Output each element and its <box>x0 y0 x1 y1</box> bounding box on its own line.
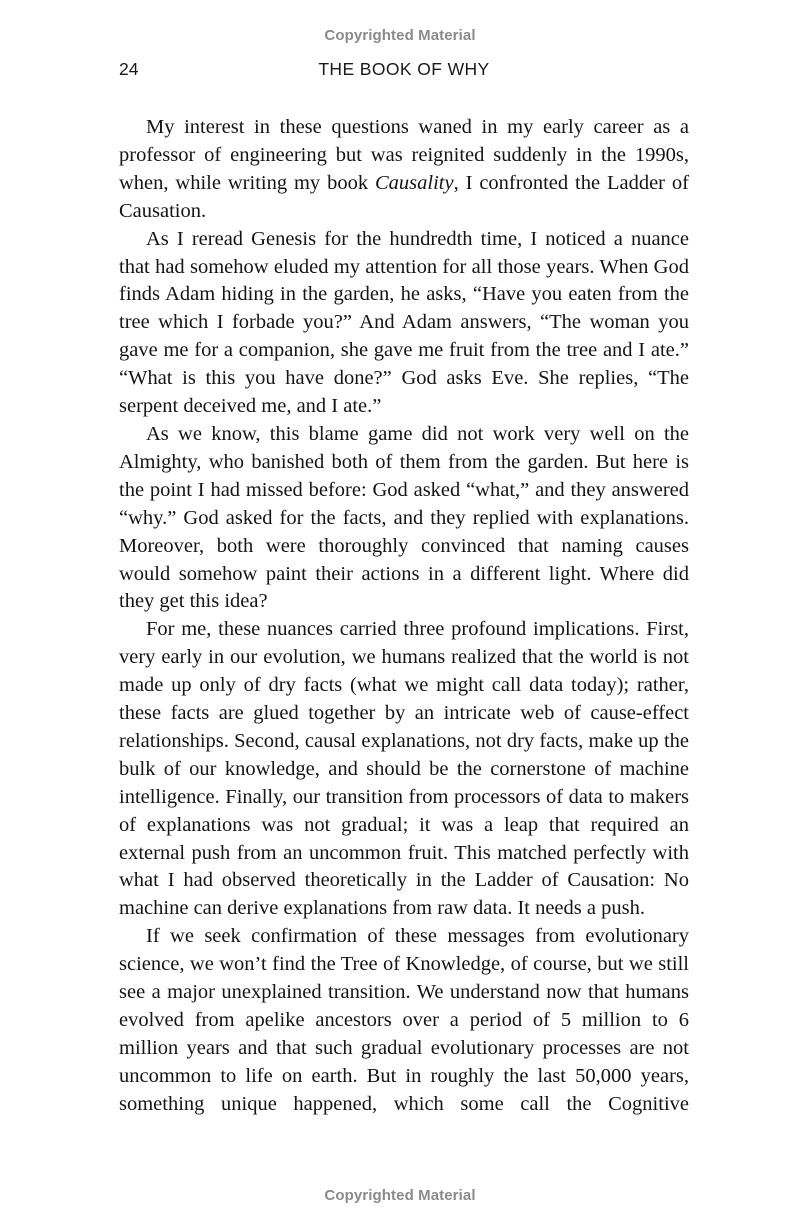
running-header <box>119 59 689 83</box>
paragraph-1-text-end: , I confronted the Ladder of Causation. <box>119 171 689 222</box>
paragraph-4: For me, these nuances carried three profound implications. First, very early in our evolution, we humans realized that the world is not made up only of dry facts (what we might call data today); rather, these facts are glued together by an intricate web of cause-effect relationships. Second, causal explanations, not dry facts, make up the bulk of our knowledge, and should be the cornerstone of machine intelligence. Finally, our transition from processors of data to makers of explanations was not gradual; it was a leap that required an external push from an uncommon fruit. This matched perfectly with what I had observed theoretically in the Ladder of Causation: No machine can derive explanations from raw data. It needs a push. <box>119 618 689 920</box>
paragraph-5: If we seek confirmation of these messages from evolutionary science, we won’t find the Tree of Knowledge, of course, but we still see a major unexplained transition. We understand now that humans evolved from apelike ancestors over a period of 5 million to 6 million years and that such gradual evolutionary processes are not uncommon to life on earth. But in roughly the last 50,000 years, something unique happened, which some call the Cognitive <box>119 925 689 1115</box>
paragraph-3: As we know, this blame game did not work very well on the Almighty, who banished both of them from the garden. But here is the point I had missed before: God asked “what,” and they answered “why.” God asked for the facts, and they replied with explanations. Moreover, both were thoroughly convinced that naming causes would somehow paint their actions in a different light. Where did they get this idea? <box>119 422 689 613</box>
body-text <box>119 114 689 1119</box>
paragraph-1-text-start: My interest in these questions waned in my early career as a professor of engineering but was reignited suddenly in the 1990s, when, while writing my book <box>119 116 689 194</box>
paragraph-1 <box>119 114 689 226</box>
page-number: 24 <box>119 59 139 79</box>
paragraph-2: As I reread Genesis for the hundredth time, I noticed a nuance that had somehow eluded my attention for all those years. When God finds Adam hiding in the garden, he asks, “Have you eaten from the tree which I forbade you?” And Adam answers, “The woman you gave me for a companion, she gave me fruit from the tree and I ate.” “What is this you have done?” God asks Eve. She replies, “The serpent deceived me, and I ate.” <box>119 227 689 418</box>
book-title-causality: Causality <box>374 171 454 194</box>
copyright-watermark-bottom: Copyrighted Material <box>324 1187 476 1204</box>
book-title: THE BOOK OF WHY <box>318 59 490 79</box>
copyright-watermark-top: Copyrighted Material <box>324 27 476 44</box>
